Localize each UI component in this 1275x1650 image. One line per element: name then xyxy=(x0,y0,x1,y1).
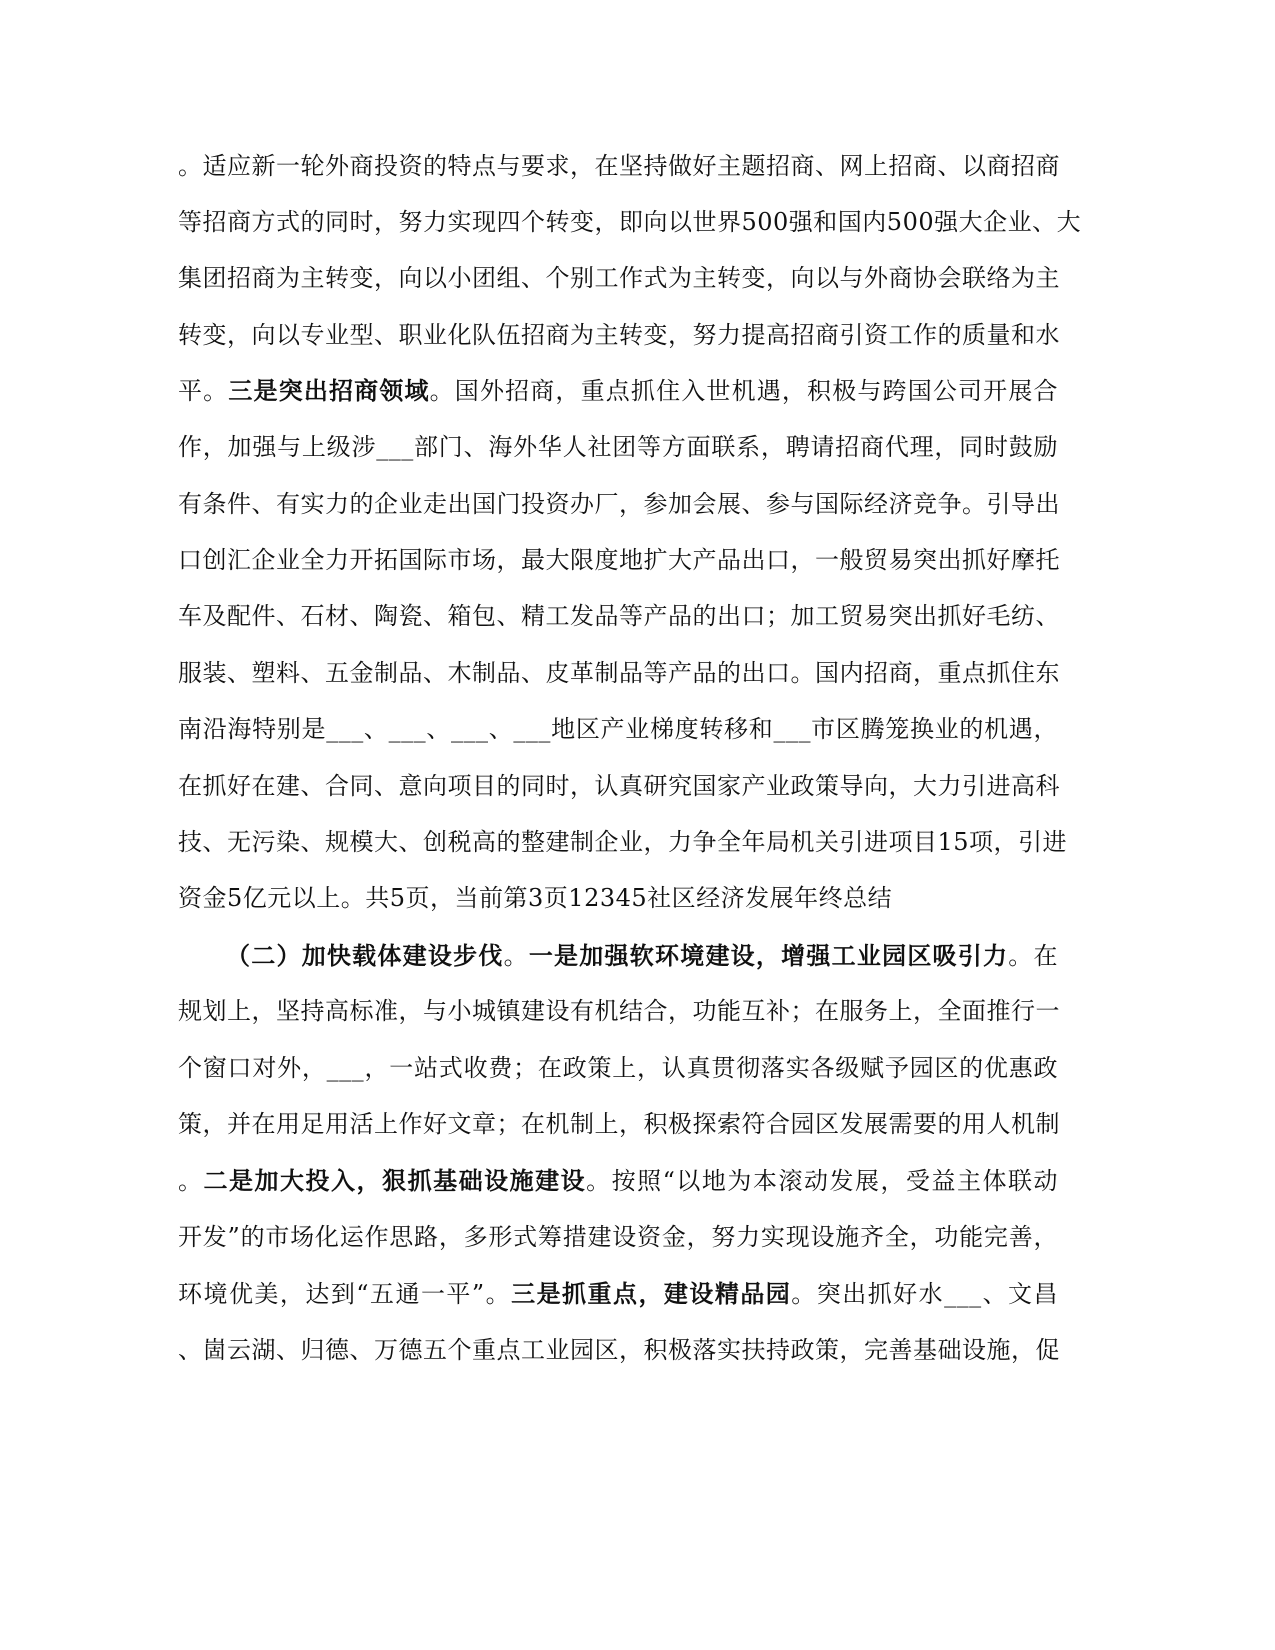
text-line xyxy=(178,596,1058,636)
text-segment: 规划上，坚持高标准，与小城镇建设有机结合，功能互补；在服务上，全面推行一 xyxy=(178,997,1060,1025)
text-segment: 作，加强与上级涉___部门、海外华人社团等方面联系，聘请招商代理，同时鼓励 xyxy=(178,433,1058,461)
bold-text-segment: 三是抓重点，建设精品园 xyxy=(511,1279,792,1308)
text-segment: 转变，向以专业型、职业化队伍招商为主转变，努力提高招商引资工作的质量和水 xyxy=(178,321,1060,349)
text-segment: 。 xyxy=(178,1167,204,1195)
text-segment: 。 xyxy=(503,942,529,970)
text-line xyxy=(178,371,1058,411)
text-line xyxy=(178,540,1058,580)
text-line xyxy=(178,766,1058,806)
text-line xyxy=(178,1217,1058,1257)
text-segment: 个窗口对外，___，一站式收费；在政策上，认真贯彻落实各级赋予园区的优惠政 xyxy=(178,1054,1058,1082)
text-segment: 策，并在用足用活上作好文章；在机制上，积极探索符合园区发展需要的用人机制 xyxy=(178,1110,1060,1138)
text-line xyxy=(178,258,1058,298)
text-line xyxy=(178,878,1058,918)
text-line xyxy=(178,822,1068,862)
text-line xyxy=(178,202,1082,242)
text-segment: 口创汇企业全力开拓国际市场，最大限度地扩大产品出口，一般贸易突出抓好摩托 xyxy=(178,546,1060,574)
text-line xyxy=(178,1048,1058,1088)
bold-text-segment: 一是加强软环境建设，增强工业园区吸引力 xyxy=(528,941,1009,970)
text-segment: 开发”的市场化运作思路，多形式筹措建设资金，努力实现设施齐全，功能完善， xyxy=(178,1223,1058,1251)
text-segment: 南沿海特别是___、___、___、___地区产业梯度转移和___市区腾笼换业的机遇， xyxy=(178,715,1058,743)
bold-text-segment: （二）加快载体建设步伐 xyxy=(226,941,504,970)
text-line xyxy=(178,936,1058,976)
text-segment: 技、无污染、规模大、创税高的整建制企业，力争全年局机关引进项目15项，引进 xyxy=(178,828,1068,856)
text-segment: 在抓好在建、合同、意向项目的同时，认真研究国家产业政策导向，大力引进高科 xyxy=(178,772,1060,800)
text-line xyxy=(178,653,1058,693)
text-segment: 等招商方式的同时，努力实现四个转变，即向以世界500强和国内500强大企业、大 xyxy=(178,208,1082,236)
text-segment: 资金5亿元以上。共5页，当前第3页12345社区经济发展年终总结 xyxy=(178,884,893,912)
text-segment: 环境优美，达到“五通一平”。 xyxy=(178,1280,512,1308)
bold-text-segment: 二是加大投入，狠抓基础设施建设 xyxy=(203,1166,587,1195)
text-line xyxy=(178,709,1058,749)
text-segment: 。适应新一轮外商投资的特点与要求，在坚持做好主题招商、网上招商、以商招商 xyxy=(178,152,1060,180)
text-segment: 有条件、有实力的企业走出国门投资办厂，参加会展、参与国际经济竞争。引导出 xyxy=(178,490,1060,518)
text-line xyxy=(178,1104,1058,1144)
text-line xyxy=(178,1274,1058,1314)
text-line xyxy=(178,1161,1058,1201)
text-line xyxy=(178,1330,1058,1370)
text-segment: 集团招商为主转变，向以小团组、个别工作式为主转变，向以与外商协会联络为主 xyxy=(178,264,1060,292)
text-segment: 。按照“以地为本滚动发展，受益主体联动 xyxy=(586,1167,1059,1195)
text-segment: 。突出抓好水___、文昌 xyxy=(791,1280,1059,1308)
text-line xyxy=(178,484,1058,524)
text-line xyxy=(178,991,1058,1031)
text-segment: 。在 xyxy=(1008,942,1058,970)
text-segment: 、崮云湖、归德、万德五个重点工业园区，积极落实扶持政策，完善基础设施，促 xyxy=(178,1336,1060,1364)
text-segment: 车及配件、石材、陶瓷、箱包、精工发品等产品的出口；加工贸易突出抓好毛纺、 xyxy=(178,602,1060,630)
text-segment: 服装、塑料、五金制品、木制品、皮革制品等产品的出口。国内招商，重点抓住东 xyxy=(178,659,1060,687)
text-segment: 。国外招商，重点抓住入世机遇，积极与跨国公司开展合 xyxy=(429,377,1059,405)
text-line xyxy=(178,315,1058,355)
text-line xyxy=(178,146,1058,186)
bold-text-segment: 三是突出招商领域 xyxy=(228,376,430,405)
text-segment: 平。 xyxy=(178,377,229,405)
text-line xyxy=(178,427,1058,467)
